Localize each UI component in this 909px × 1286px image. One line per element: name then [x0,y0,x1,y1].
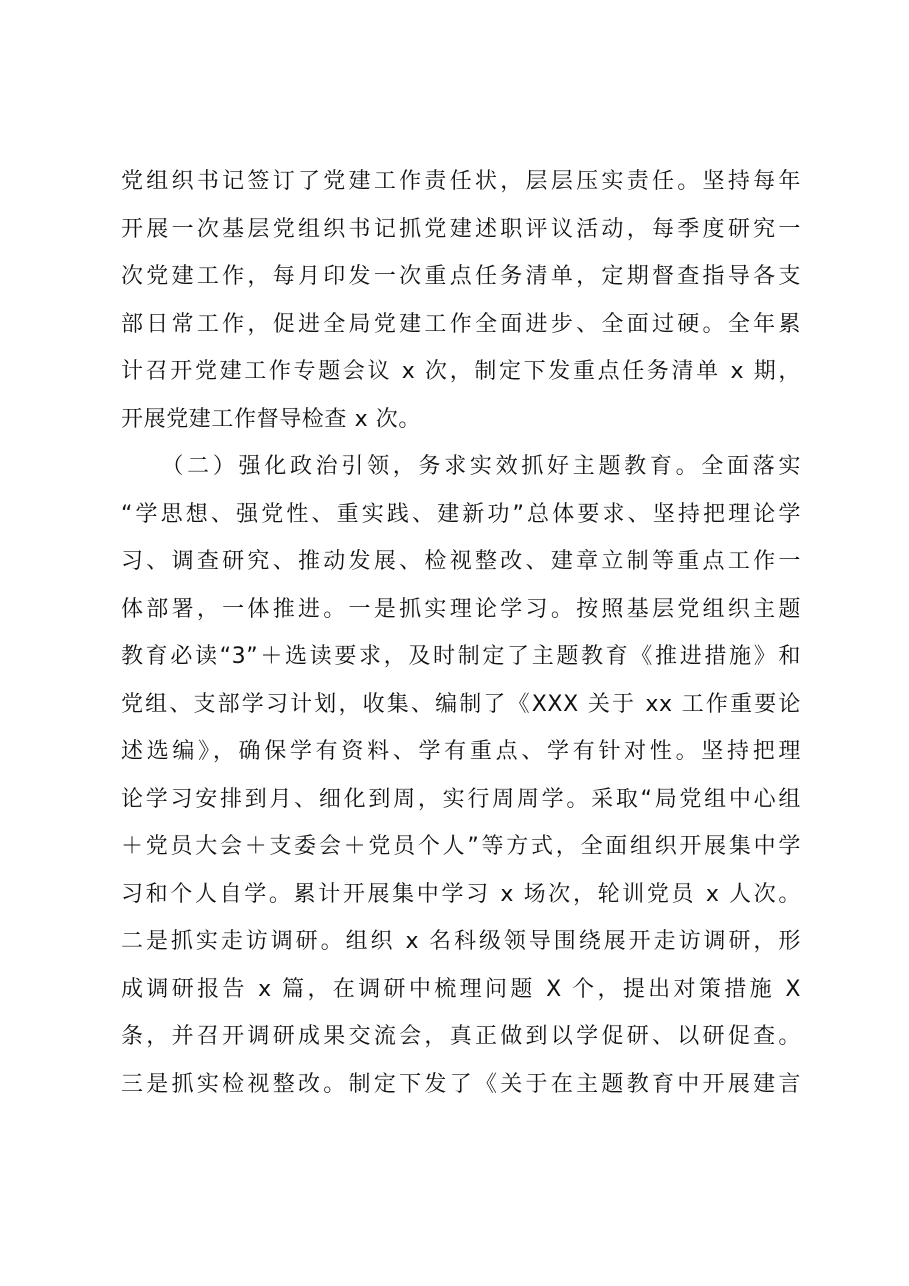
text-line: 述选编》，确保学有资料、学有重点、学有针对性。坚持把理 [121,739,801,764]
paragraph-2 [121,443,801,1108]
text-line: 教育必读“3”＋选读要求，及时制定了主题教育《推进措施》和 [121,644,801,669]
text-line: 论学习安排到月、细化到周，实行周周学。采取“局党组中心组 [121,786,801,812]
text-line: “学思想、强党性、重实践、建新功”总体要求、坚持把理论学 [121,501,801,527]
text-line: 三是抓实检视整改。制定下发了《关于在主题教育中开展建言 [121,1071,801,1097]
text-line: （二）强化政治引领，务求实效抓好主题教育。全面落实 [121,454,801,479]
text-line: 成调研报告 x 篇，在调研中梳理问题 X 个，提出对策措施 X [121,976,801,1002]
paragraph-1 [121,158,801,443]
document-body [121,158,801,1108]
text-line: 习、调查研究、推动发展、检视整改、建章立制等重点工作一 [121,549,801,574]
text-line: 开展一次基层党组织书记抓党建述职评议活动，每季度研究一 [121,216,801,242]
text-line: 党组织书记签订了党建工作责任状，层层压实责任。坚持每年 [121,169,801,194]
text-line: 部日常工作，促进全局党建工作全面进步、全面过硬。全年累 [121,311,801,337]
text-line: 次党建工作，每月印发一次重点任务清单，定期督查指导各支 [121,264,801,289]
text-line: 二是抓实走访调研。组织 x 名科级领导围绕展开走访调研，形 [121,929,801,954]
text-line: 计召开党建工作专题会议 x 次，制定下发重点任务清单 x 期， [121,359,801,384]
text-line: 党组、支部学习计划，收集、编制了《XXX 关于 xx 工作重要论 [121,691,801,717]
text-line: 习和个人自学。累计开展集中学习 x 场次，轮训党员 x 人次。 [121,881,801,907]
text-line: 条，并召开调研成果交流会，真正做到以学促研、以研促查。 [121,1024,801,1049]
text-line: 体部署，一体推进。一是抓实理论学习。按照基层党组织主题 [121,596,801,622]
text-line: 开展党建工作督导检查 x 次。 [121,406,422,432]
text-line: ＋党员大会＋支委会＋党员个人”等方式，全面组织开展集中学 [121,834,801,859]
